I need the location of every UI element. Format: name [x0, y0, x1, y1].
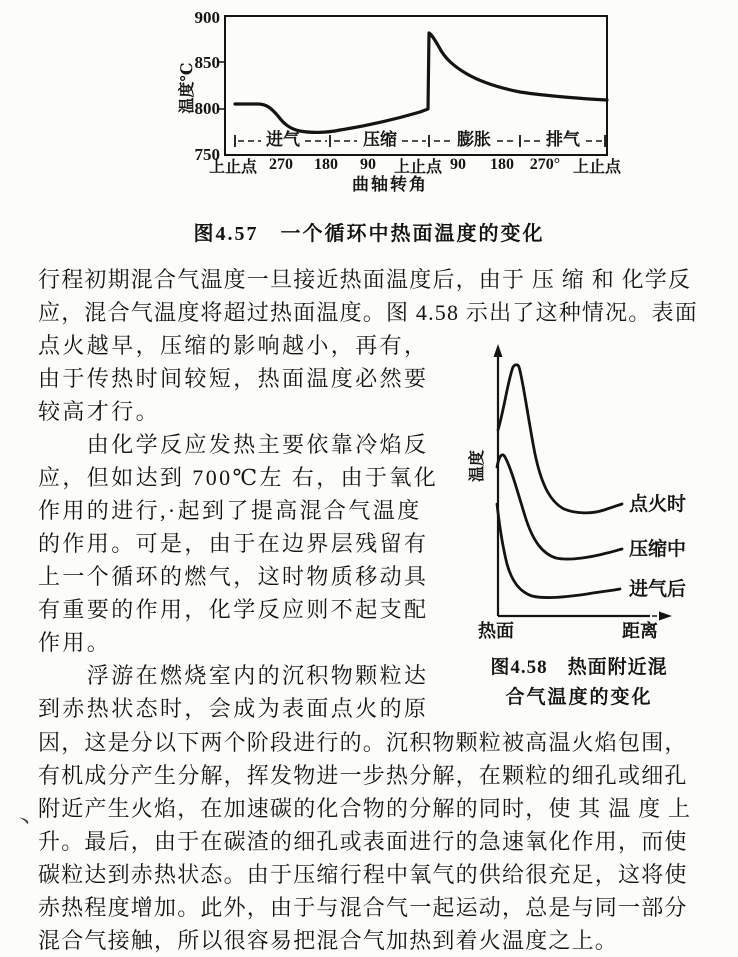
x-tick-label: 270° — [529, 156, 561, 173]
text-line: 因，这是分以下两个阶段进行的。沉积物颗粒被高温火焰包围， — [38, 730, 688, 755]
y-axis-arrow-icon — [494, 344, 503, 357]
figure-4-57-chart — [168, 8, 630, 200]
text-line: 碳粒达到赤热状态。由于压缩行程中氧气的供给很充足，这将使 — [38, 862, 688, 887]
figure-4-58-caption-line1: 图4.58 热面附近混 — [490, 657, 668, 678]
text-line: 应，混合气温度将超过热面温度。图 4.58 示出了这种情况。表面 — [38, 300, 698, 325]
text-line: 赤热程度增加。此外，由于与混合气一起运动，总是与同一部分 — [38, 895, 688, 920]
x-tick-label: 上止点 — [572, 159, 622, 176]
text-line: 点火越早，压缩的影响越小，再有， — [38, 333, 429, 358]
y-tick-label: 850 — [194, 53, 220, 72]
x-tick-label: 90 — [450, 156, 466, 173]
figure-4-58 — [452, 344, 706, 724]
figure-4-57-caption: 图4.57 一个循环中热面温度的变化 — [193, 223, 545, 245]
y-axis-label: 温度 — [469, 449, 486, 483]
text-line: 作用。 — [38, 630, 112, 655]
text-line: 附近产生火焰，在加速碳的化合物的分解的同时，使 其 温 度 上 — [38, 796, 692, 821]
y-tick-label: 800 — [194, 99, 220, 118]
x-tick-label: 270 — [269, 156, 293, 173]
phase-label-compression: 压缩 — [363, 129, 397, 149]
y-axis-label: 温度℃ — [179, 62, 196, 114]
text-line: 浮游在燃烧室内的沉积物颗粒达 — [38, 663, 429, 688]
x-axis-label: 曲轴转角 — [352, 175, 428, 194]
x-tick-label: 90 — [360, 156, 376, 173]
text-line: 应，但如达到 700℃左 右，由于氧化 — [38, 465, 439, 490]
figure-4-57 — [168, 8, 630, 200]
curve-label-compression: 压缩中 — [629, 539, 687, 560]
y-tick-label: 750 — [194, 145, 220, 164]
y-tick-label: 900 — [194, 8, 220, 27]
text-line: 行程初期混合气温度一旦接近热面温度后，由于 压 缩 和 化学反 — [38, 267, 692, 292]
x-axis-arrow-icon — [659, 612, 672, 621]
curve-label-intake: 进气后 — [629, 579, 687, 600]
x-tick-label: 180 — [314, 156, 338, 173]
phase-label-intake: 进气 — [266, 129, 300, 149]
x-tick-label: 上止点 — [393, 159, 443, 176]
text-line: 升。最后，由于在碳渣的细孔或表面进行的急速氧化作用，而使 — [38, 829, 688, 854]
curve-after-intake — [497, 504, 620, 597]
text-line: 上一个循环的燃气，这时物质移动具 — [38, 564, 429, 589]
x-axis-right-label: 距离 — [622, 621, 658, 641]
phase-label-exhaust: 排气 — [546, 129, 580, 149]
x-axis-left-label: 热面 — [478, 621, 514, 641]
text-line: 到赤热状态时，会成为表面点火的原 — [38, 696, 429, 721]
paragraph-bottom — [38, 726, 706, 957]
text-line: 由于传热时间较短，热面温度必然要 — [38, 366, 429, 391]
text-line: 较高才行。 — [38, 399, 161, 424]
margin-scan-mark: 丶 — [12, 810, 37, 836]
figure-4-58-caption-line2: 合气温度的变化 — [505, 687, 653, 708]
temperature-curve — [235, 33, 607, 132]
text-line: 有重要的作用，化学反应则不起支配 — [38, 597, 429, 622]
text-line: 混合气接触，所以很容易把混合气加热到着火温度之上。 — [38, 928, 619, 953]
paragraph-column — [38, 329, 452, 725]
phase-label-expansion: 膨胀 — [457, 129, 491, 149]
curve-label-ignition: 点火时 — [629, 494, 687, 515]
text-line: 作用的进行,·起到了提高混合气温度 — [38, 498, 422, 523]
paragraph-top — [38, 263, 706, 329]
text-line: 有机成分产生分解，挥发物进一步热分解，在颗粒的细孔或细孔 — [38, 763, 688, 788]
figure-4-58-chart — [452, 344, 706, 646]
x-tick-label: 上止点 — [208, 159, 258, 176]
x-tick-label: 180 — [490, 156, 514, 173]
text-line: 由化学反应发热主要依靠冷焰反 — [38, 432, 429, 457]
text-line: 的作用。可是，由于在边界层残留有 — [38, 531, 429, 556]
